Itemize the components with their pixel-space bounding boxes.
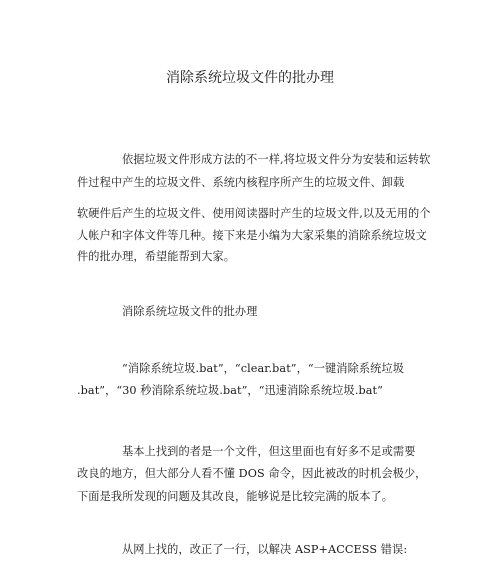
paragraph-1-line-1: 依据垃圾文件形成方法的不一样,将垃圾文件分为安装和运转软 [122,153,431,166]
paragraph-4-line-3: 下面是我所发现的问题及其改良，能够说是比较完满的版本了。 [77,490,394,503]
paragraph-1-line-2: 件过程中产生的垃圾文件、系统内核程序所产生的垃圾文件、卸载 [77,176,405,189]
document-title: 消除系统垃圾文件的批办理 [166,70,334,86]
paragraph-2-line-1: 软硬件后产生的垃圾文件、使用阅读器时产生的垃圾文件,以及无用的个 [77,207,431,220]
paragraph-5-line-1: 从网上找的，改正了一行，以解决 ASP+ACCESS 错误: [122,543,408,556]
paragraph-3-line-1: “消除系统垃圾.bat”，“clear.bat”，“一键消除系统垃圾 [122,362,405,375]
paragraph-3-line-2: .bat”，“30 秒消除系统垃圾.bat”，“迅速消除系统垃圾.bat” [77,384,383,397]
paragraph-2-line-3: 件的批办理，希望能帮到大家。 [77,250,236,263]
paragraph-2-line-2: 人帐户和字体文件等几种。接下来是小编为大家采集的消除系统垃圾文 [77,229,427,242]
paragraph-4-line-2: 改良的地方，但大部分人看不懂 DOS 命令，因此被改的时机会极少， [77,467,427,480]
paragraph-4-line-1: 基本上找到的者是一个文件，但这里面也有好多不足或需要 [122,445,416,458]
section-heading: 消除系统垃圾文件的批办理 [122,305,258,318]
